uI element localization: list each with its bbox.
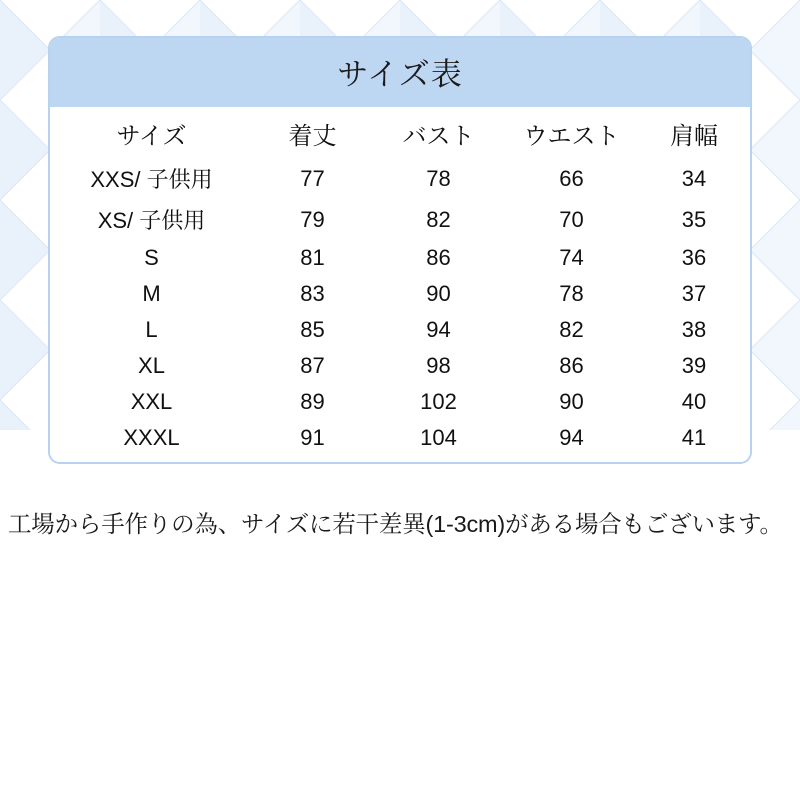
cell-waist: 74 [559, 245, 584, 270]
cell-bust: 78 [426, 165, 451, 191]
cell-shoulder: 40 [681, 389, 707, 414]
size-chart-card [48, 36, 752, 464]
cell-waist: 94 [559, 425, 584, 450]
table-header-row [50, 107, 750, 158]
cell-shoulder: 37 [681, 281, 707, 306]
table-row [50, 312, 750, 348]
table-row [50, 240, 750, 276]
cell-waist: 82 [559, 317, 584, 342]
cell-shoulder: 38 [681, 317, 707, 342]
column-header-shoulder: 肩幅 [670, 123, 718, 150]
cell-length: 79 [300, 206, 325, 232]
cell-size: XXXL [123, 425, 180, 450]
cell-bust: 94 [426, 317, 451, 342]
cell-bust: 104 [420, 425, 457, 450]
cell-shoulder: 35 [681, 206, 707, 232]
cell-waist: 78 [559, 281, 584, 306]
cell-length: 85 [300, 317, 325, 342]
cell-waist: 90 [559, 389, 584, 414]
disclaimer-note: 工場から手作りの為、サイズに若干差異(1-3cm)がある場合もございます。 [8, 511, 783, 537]
cell-bust: 82 [426, 206, 451, 232]
column-header-size: サイズ [116, 123, 187, 150]
cell-size: XXL [130, 389, 173, 414]
cell-shoulder: 34 [681, 165, 707, 191]
cell-size: XL [138, 353, 165, 378]
cell-shoulder: 41 [681, 425, 707, 450]
cell-bust: 98 [426, 353, 451, 378]
cell-bust: 86 [426, 245, 451, 270]
cell-size: S [144, 245, 159, 270]
cell-length: 89 [300, 389, 325, 414]
cell-bust: 102 [420, 389, 457, 414]
cell-length: 83 [300, 281, 325, 306]
cell-waist: 86 [559, 353, 584, 378]
size-table [50, 107, 750, 462]
page-title: サイズ表 [50, 38, 750, 107]
column-header-waist: ウエスト [523, 123, 620, 150]
cell-length: 81 [300, 245, 325, 270]
table-row [50, 420, 750, 462]
table-row [50, 158, 750, 199]
table-row [50, 348, 750, 384]
cell-size: XXS/ 子供用 [90, 167, 213, 192]
cell-size: L [145, 317, 158, 342]
table-row [50, 384, 750, 420]
cell-shoulder: 39 [681, 353, 707, 378]
cell-waist: 70 [559, 206, 584, 232]
cell-size: M [142, 281, 161, 306]
column-header-bust: バスト [402, 123, 475, 150]
cell-length: 87 [300, 353, 325, 378]
table-row [50, 276, 750, 312]
cell-size: XS/ 子供用 [97, 208, 206, 233]
table-row [50, 199, 750, 240]
cell-length: 91 [300, 425, 325, 450]
cell-waist: 66 [559, 165, 584, 191]
cell-length: 77 [300, 165, 325, 191]
cell-shoulder: 36 [681, 245, 707, 270]
cell-bust: 90 [426, 281, 451, 306]
column-header-length: 着丈 [288, 123, 337, 150]
